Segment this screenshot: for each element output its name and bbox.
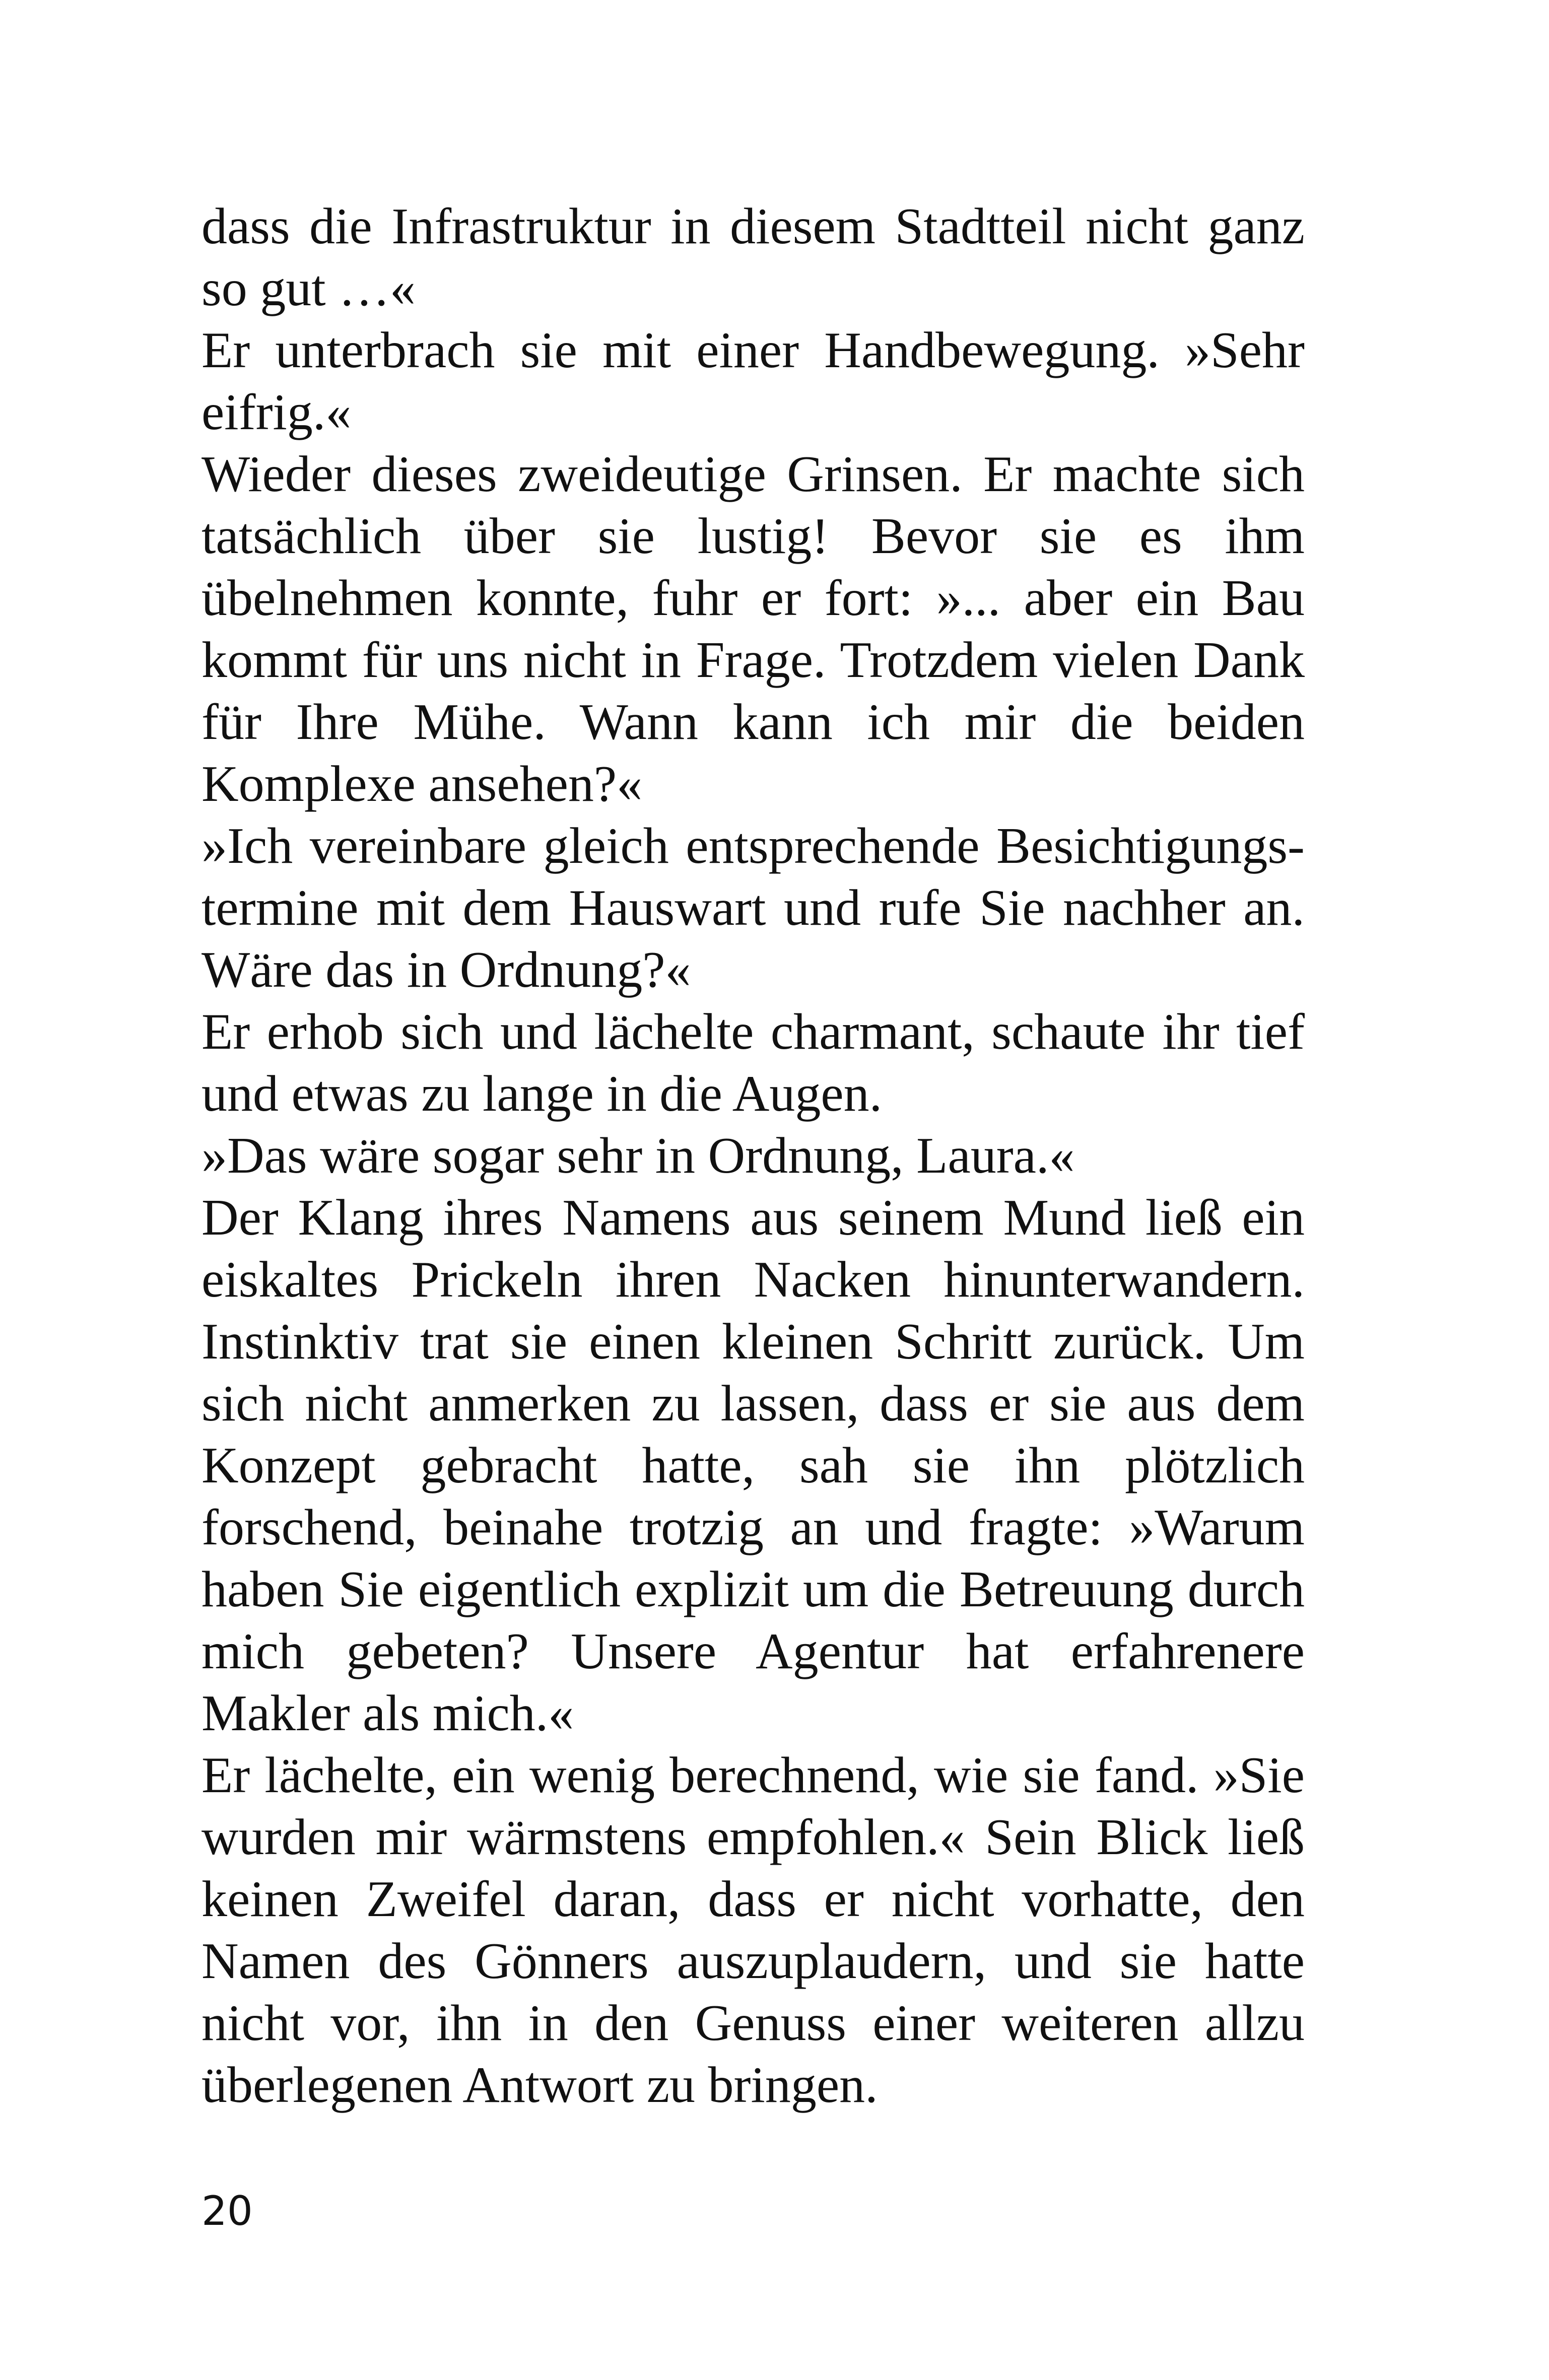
paragraph: dass die Infrastruktur in diesem Stadtteil nicht ganz so gut …« xyxy=(201,198,1305,317)
body-text xyxy=(201,195,1305,2116)
paragraph: »Das wäre sogar sehr in Ordnung, Laura.« xyxy=(201,1127,1075,1184)
page-number: 20 xyxy=(201,2188,253,2234)
paragraph: »Ich vereinbare gleich entsprechende Besichtigungstermine mit dem Hauswart und rufe Sie nachher an. Wäre das in Ordnung?« xyxy=(201,818,1305,998)
paragraph: Wieder dieses zweideutige Grinsen. Er machte sich tatsächlich über sie lustig! Bevor sie es ihm übelnehmen konnte, fuhr er fort: »... aber ein Bau kommt für uns nicht in Frage. Trotzdem vielen Dank für Ihre Mühe. Wann kann ich mir die beiden Komplexe ansehen?« xyxy=(201,446,1305,812)
paragraph: Er lächelte, ein wenig berechnend, wie sie fand. »Sie wurden mir wärmstens empfohlen.« Sein Blick ließ keinen Zweifel daran, dass er nicht vorhatte, den Namen des Gönners auszuplaudern, und sie hatte nicht vor, ihn in den Genuss einer weiteren allzu überlegenen Antwort zu bringen. xyxy=(201,1747,1305,2114)
paragraph: Der Klang ihres Namens aus seinem Mund ließ ein eiskaltes Prickeln ihren Nacken hinunterwandern. Instinktiv trat sie einen kleinen Schritt zurück. Um sich nicht anmerken zu lassen, dass er sie aus dem Konzept gebracht hatte, sah sie ihn plötzlich forschend, beinahe trotzig an und fragte: »Warum haben Sie eigentlich explizit um die Betreuung durch mich gebeten? Unsere Agentur hat erfahrenere Makler als mich.« xyxy=(201,1189,1305,1742)
paragraph: Er unterbrach sie mit einer Handbewegung. »Sehr eifrig.« xyxy=(201,322,1305,441)
paragraph: Er erhob sich und lächelte charmant, schaute ihr tief und etwas zu lange in die Augen. xyxy=(201,1003,1305,1122)
